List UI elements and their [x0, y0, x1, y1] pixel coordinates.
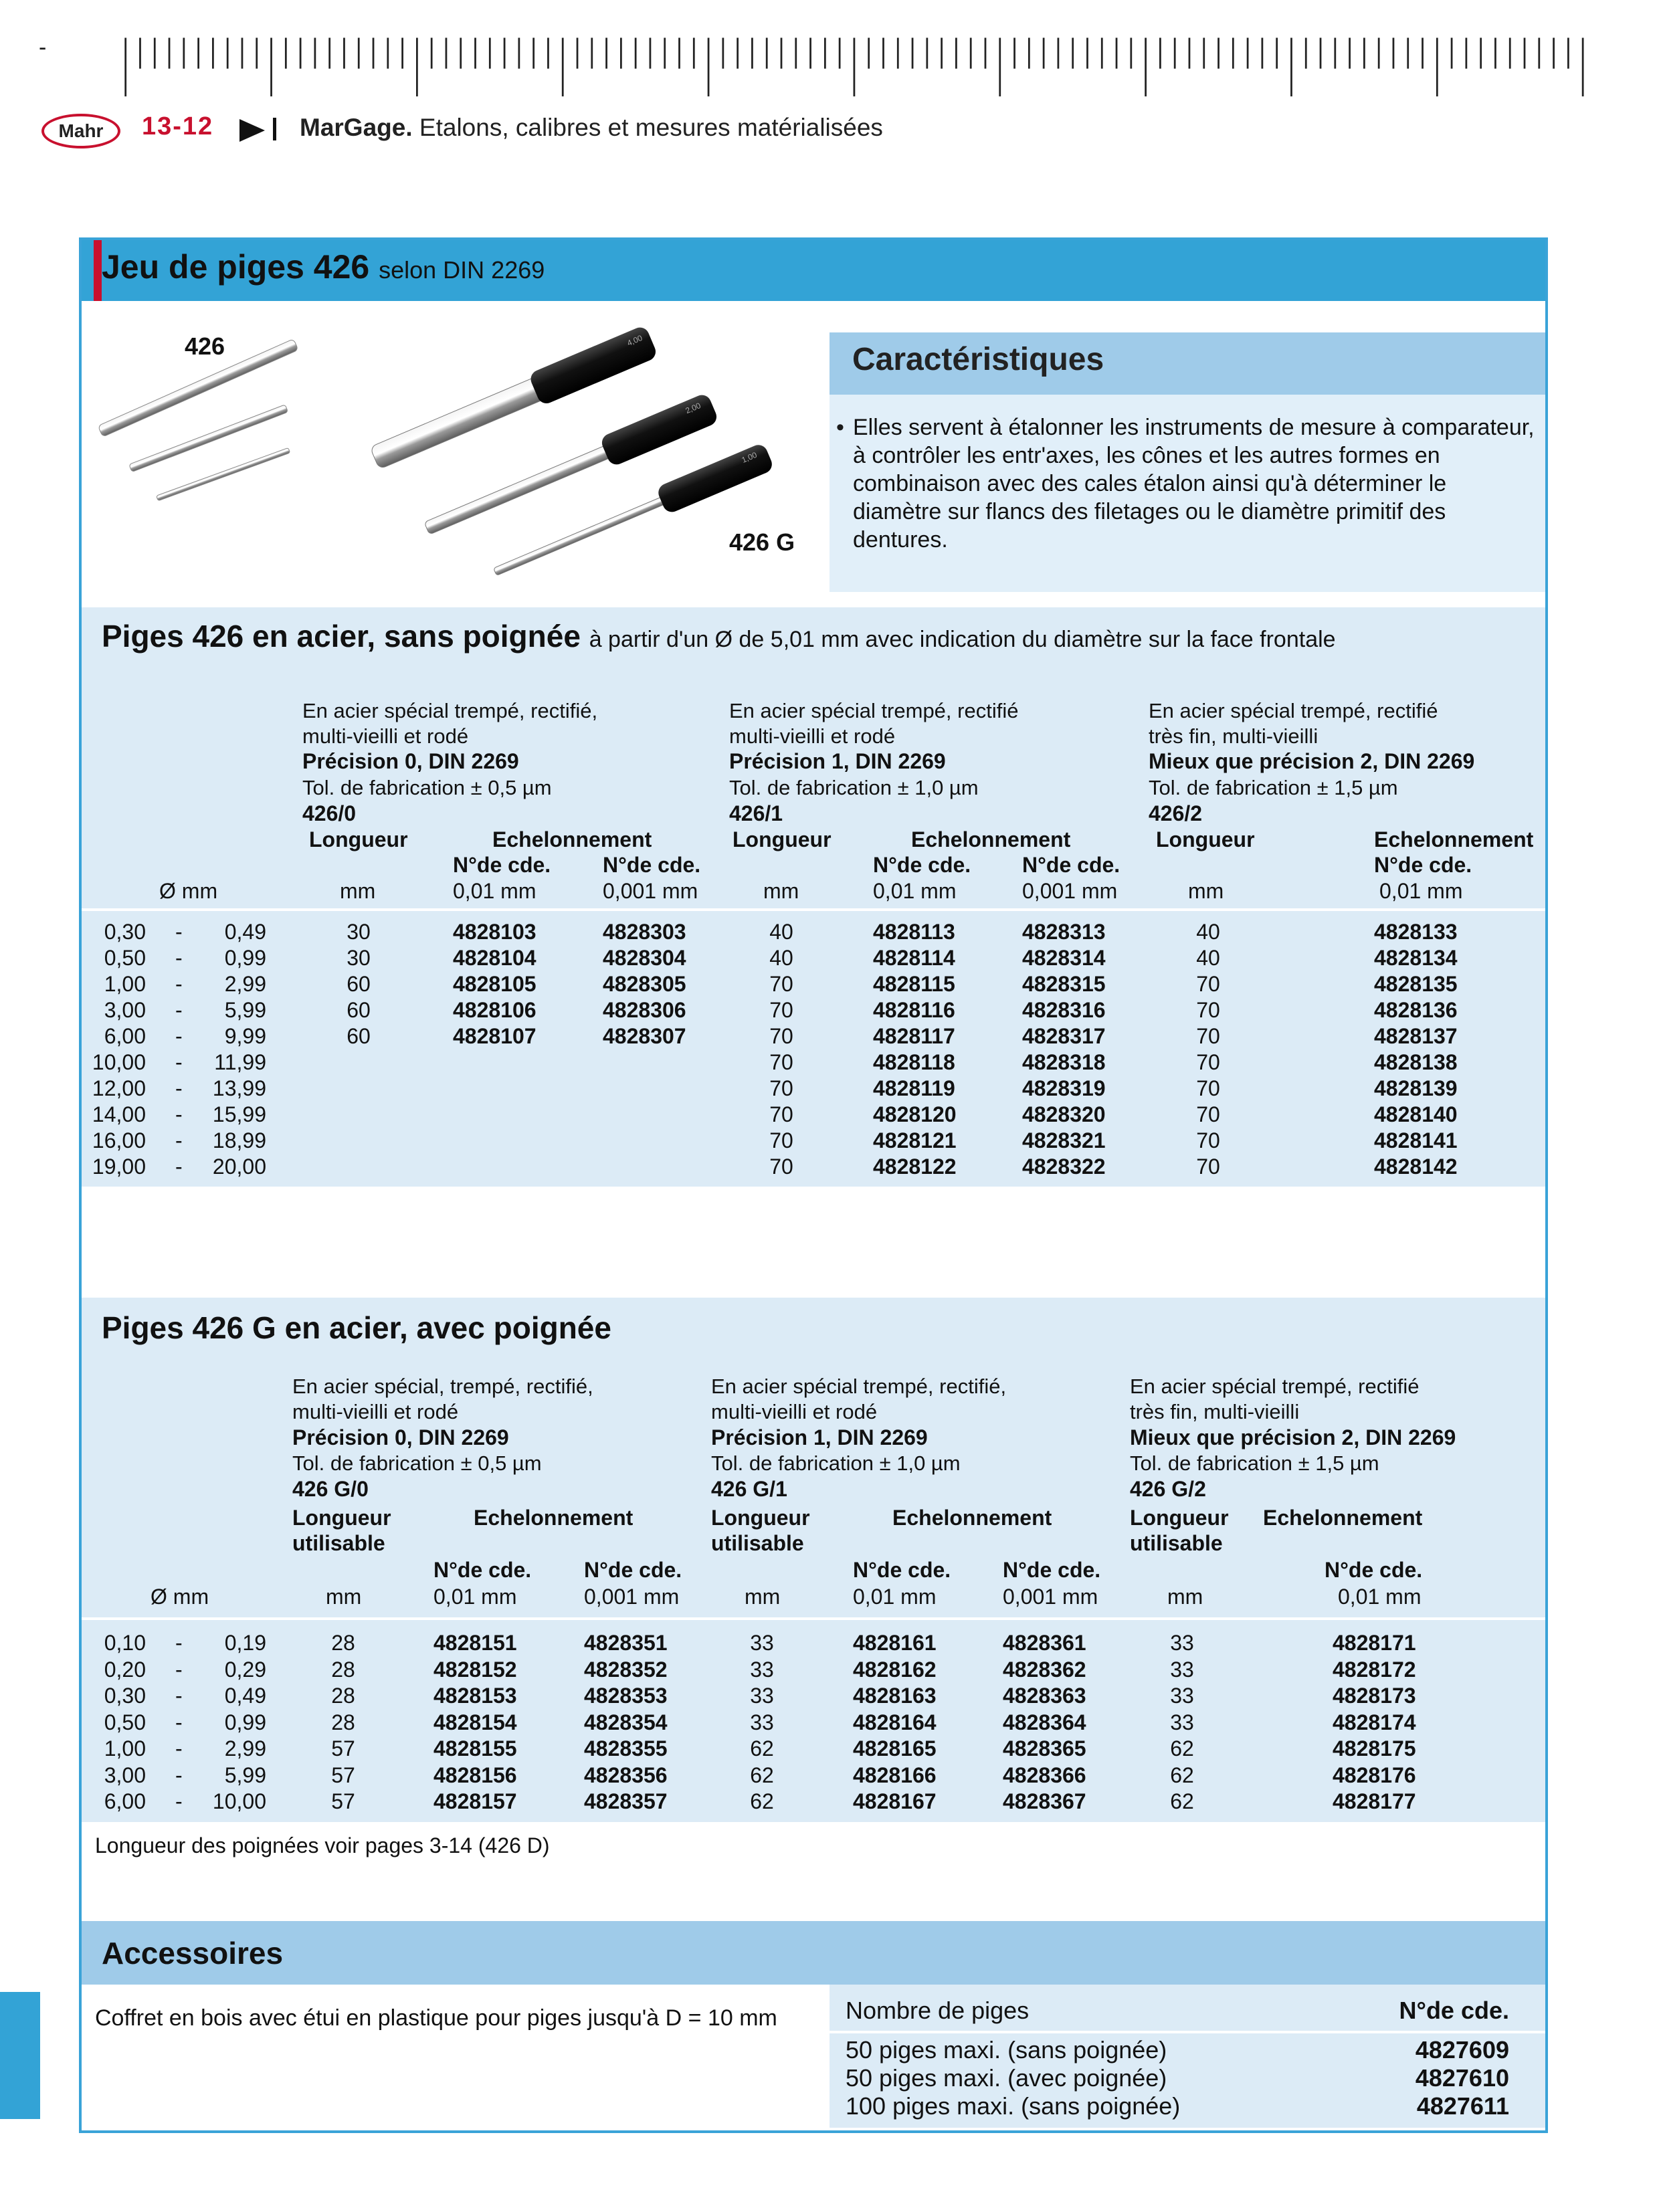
order-no: 4828103: [453, 920, 536, 944]
dia-to: 5,99: [224, 998, 266, 1022]
page-dash: -: [39, 35, 47, 60]
h-step-001: 0,01 mm: [1379, 879, 1463, 903]
order-no: 4828319: [1022, 1076, 1106, 1100]
group-precision: Précision 1, DIN 2269: [711, 1425, 928, 1449]
dia-to: 15,99: [212, 1102, 266, 1126]
group-desc-1: En acier spécial trempé, rectifié,: [711, 1375, 1007, 1398]
order-no: 4828314: [1022, 946, 1106, 970]
length: 33: [1170, 1684, 1194, 1708]
order-no: 4828133: [1374, 920, 1458, 944]
order-no: 4828313: [1022, 920, 1106, 944]
features-text: Elles servent à étalonner les instruments de mesure à comparateur, à contrôler les entr'axes, les cônes et les autres formes en combinaison avec des cales étalon ainsi qu'à déterminer le diamètre sur flancs des filetages ou le diamètre primitif des dentures.: [853, 415, 1535, 552]
length: 70: [1196, 1076, 1220, 1100]
order-no: 4828140: [1374, 1102, 1458, 1126]
group-desc-2: multi-vieilli et rodé: [302, 724, 469, 748]
accessory-code: 4827610: [1415, 2064, 1509, 2092]
group-desc-1: En acier spécial trempé, rectifié: [729, 699, 1019, 722]
h-longueur: Longueur: [292, 1506, 391, 1530]
order-no: 4828171: [1333, 1631, 1416, 1655]
order-no: 4828322: [1022, 1154, 1106, 1179]
h-ncde: N°de cde.: [853, 1558, 951, 1582]
bullet: •: [836, 415, 844, 440]
h-ncde: N°de cde.: [1022, 853, 1120, 877]
group-precision: Mieux que précision 2, DIN 2269: [1130, 1425, 1456, 1449]
dia-to: 0,99: [224, 946, 266, 970]
h-mm: mm: [763, 879, 799, 903]
acc-h-nombre: Nombre de piges: [846, 1997, 1030, 2024]
order-no: 4828164: [853, 1710, 937, 1734]
dia-to: 10,00: [212, 1789, 266, 1813]
group-tolerance: Tol. de fabrication ± 0,5 µm: [302, 776, 552, 799]
order-no: 4828113: [873, 920, 955, 944]
dia-to: 0,99: [224, 1710, 266, 1734]
group-desc-1: En acier spécial trempé, rectifié,: [302, 699, 598, 722]
order-no: 4828120: [873, 1102, 957, 1126]
order-no: 4828307: [603, 1024, 686, 1048]
order-no: 4828166: [853, 1763, 937, 1787]
h-utilisable: utilisable: [292, 1531, 385, 1555]
order-no: 4828161: [853, 1631, 937, 1655]
dia-from: 1,00: [104, 1736, 146, 1761]
group-desc-1: En acier spécial trempé, rectifié: [1130, 1375, 1420, 1398]
group-desc-2: multi-vieilli et rodé: [711, 1400, 878, 1423]
accessories-title: Accessoires: [102, 1936, 284, 1971]
dia-to: 0,49: [224, 1684, 266, 1708]
h-echelonnement: Echelonnement: [1374, 827, 1534, 851]
h-step-001: 0,01 mm: [853, 1585, 937, 1609]
order-no: 4828176: [1333, 1763, 1416, 1787]
h-echelonnement: Echelonnement: [474, 1506, 633, 1530]
length: 70: [769, 1128, 793, 1152]
dash: -: [175, 972, 183, 996]
order-no: 4828355: [584, 1736, 668, 1761]
group-tolerance: Tol. de fabrication ± 1,0 µm: [729, 776, 979, 799]
group-ref: 426/2: [1149, 801, 1203, 825]
dia-from: 0,30: [104, 1684, 146, 1708]
order-no: 4828318: [1022, 1050, 1106, 1074]
box-frame: [79, 237, 1548, 2133]
group-desc-2: très fin, multi-vieilli: [1149, 724, 1319, 748]
order-no: 4828105: [453, 972, 536, 996]
box-title: Jeu de piges 426 selon DIN 2269: [102, 248, 545, 286]
length: 70: [1196, 1102, 1220, 1126]
page-ruler: [0, 25, 1659, 106]
h-ncde: N°de cde.: [584, 1558, 682, 1582]
length: 33: [750, 1710, 774, 1734]
h-ncde: N°de cde.: [1325, 1558, 1423, 1582]
arrow-right-icon: [239, 119, 265, 142]
order-no: 4828174: [1333, 1710, 1416, 1734]
dia-to: 0,19: [224, 1631, 266, 1655]
dia-from: 1,00: [104, 972, 146, 996]
dia-from: 0,50: [104, 1710, 146, 1734]
order-no: 4828304: [603, 946, 686, 970]
h-step-0001: 0,001 mm: [603, 879, 698, 903]
group-tolerance: Tol. de fabrication ± 0,5 µm: [292, 1451, 542, 1475]
order-no: 4828119: [873, 1076, 955, 1100]
group-precision: Mieux que précision 2, DIN 2269: [1149, 749, 1475, 773]
dash: -: [175, 1736, 183, 1761]
group-precision: Précision 0, DIN 2269: [292, 1425, 509, 1449]
length: 70: [1196, 998, 1220, 1022]
h-ncde: N°de cde.: [603, 853, 701, 877]
order-no: 4828122: [873, 1154, 957, 1179]
group-desc-2: multi-vieilli et rodé: [729, 724, 896, 748]
length: 70: [769, 1076, 793, 1100]
dash: -: [175, 1657, 183, 1682]
order-no: 4828363: [1003, 1684, 1086, 1708]
order-no: 4828116: [873, 998, 955, 1022]
length: 70: [1196, 1024, 1220, 1048]
page-number: 13-12: [142, 112, 214, 140]
length: 62: [750, 1763, 774, 1787]
h-mm: mm: [340, 879, 376, 903]
order-no: 4828115: [873, 972, 955, 996]
length: 33: [750, 1631, 774, 1655]
dia-from: 0,30: [104, 920, 146, 944]
order-no: 4828365: [1003, 1736, 1086, 1761]
h-step-0001: 0,001 mm: [1022, 879, 1118, 903]
order-no: 4828106: [453, 998, 536, 1022]
h-ncde: N°de cde.: [1374, 853, 1472, 877]
order-no: 4828367: [1003, 1789, 1086, 1813]
dash: -: [175, 1024, 183, 1048]
length: 33: [750, 1684, 774, 1708]
order-no: 4828114: [873, 946, 955, 970]
order-no: 4828316: [1022, 998, 1106, 1022]
dash: -: [175, 1789, 183, 1813]
group-ref: 426/0: [302, 801, 357, 825]
order-no: 4828362: [1003, 1657, 1086, 1682]
length: 30: [347, 920, 371, 944]
group-tolerance: Tol. de fabrication ± 1,5 µm: [1149, 776, 1398, 799]
order-no: 4828177: [1333, 1789, 1416, 1813]
order-no: 4828134: [1374, 946, 1458, 970]
dia-from: 10,00: [92, 1050, 146, 1074]
mahr-logo: Mahr: [41, 114, 120, 148]
group-ref: 426 G/1: [711, 1477, 787, 1501]
h-mm: mm: [1167, 1585, 1203, 1609]
order-no: 4828104: [453, 946, 536, 970]
length: 70: [1196, 1128, 1220, 1152]
order-no: 4828353: [584, 1684, 668, 1708]
group-ref: 426 G/2: [1130, 1477, 1206, 1501]
dia-from: 0,20: [104, 1657, 146, 1682]
order-no: 4828173: [1333, 1684, 1416, 1708]
dia-from: 19,00: [92, 1154, 146, 1179]
h-longueur: Longueur: [711, 1506, 810, 1530]
dia-to: 2,99: [224, 972, 266, 996]
length: 70: [769, 1102, 793, 1126]
order-no: 4828352: [584, 1657, 668, 1682]
accessories-desc: Coffret en bois avec étui en plastique pour piges jusqu'à D = 10 mm: [95, 2005, 777, 2031]
order-no: 4828303: [603, 920, 686, 944]
length: 62: [750, 1789, 774, 1813]
dia-from: 16,00: [92, 1128, 146, 1152]
h-step-0001: 0,001 mm: [584, 1585, 680, 1609]
group-desc-1: En acier spécial trempé, rectifié: [1149, 699, 1438, 722]
order-no: 4828361: [1003, 1631, 1086, 1655]
h-step-0001: 0,001 mm: [1003, 1585, 1098, 1609]
group-tolerance: Tol. de fabrication ± 1,5 µm: [1130, 1451, 1379, 1475]
order-no: 4828135: [1374, 972, 1458, 996]
length: 28: [331, 1631, 355, 1655]
length: 62: [750, 1736, 774, 1761]
length: 33: [1170, 1710, 1194, 1734]
length: 60: [347, 972, 371, 996]
length: 28: [331, 1684, 355, 1708]
group-ref: 426/1: [729, 801, 783, 825]
order-no: 4828315: [1022, 972, 1106, 996]
dash: -: [175, 1050, 183, 1074]
label-426g: 426 G: [729, 528, 795, 556]
order-no: 4828320: [1022, 1102, 1106, 1126]
length: 33: [750, 1657, 774, 1682]
order-no: 4828162: [853, 1657, 937, 1682]
order-no: 4828167: [853, 1789, 937, 1813]
svg-text:2,00: 2,00: [684, 401, 702, 416]
length: 60: [347, 998, 371, 1022]
h-echelonnement: Echelonnement: [492, 827, 652, 851]
group-desc-2: multi-vieilli et rodé: [292, 1400, 459, 1423]
svg-text:1,00: 1,00: [740, 449, 759, 465]
order-no: 4828137: [1374, 1024, 1458, 1048]
acc-h-ncde: N°de cde.: [1399, 1997, 1509, 2024]
h-step-001: 0,01 mm: [433, 1585, 517, 1609]
accessory-code: 4827611: [1416, 2092, 1509, 2120]
order-no: 4828157: [433, 1789, 517, 1813]
h-ncde: N°de cde.: [873, 853, 971, 877]
handle-note: Longueur des poignées voir pages 3-14 (426 D): [95, 1833, 550, 1857]
dia-from: 0,10: [104, 1631, 146, 1655]
h-ncde: N°de cde.: [453, 853, 551, 877]
length: 70: [769, 1154, 793, 1179]
order-no: 4828155: [433, 1736, 517, 1761]
order-no: 4828138: [1374, 1050, 1458, 1074]
h-echelonnement: Echelonnement: [1263, 1506, 1423, 1530]
order-no: 4828351: [584, 1631, 668, 1655]
length: 33: [1170, 1657, 1194, 1682]
order-no: 4828321: [1022, 1128, 1106, 1152]
h-longueur: Longueur: [1130, 1506, 1229, 1530]
group-ref: 426 G/0: [292, 1477, 369, 1501]
length: 40: [1196, 920, 1220, 944]
h-longueur: Longueur: [1156, 827, 1255, 851]
dia-from: 0,50: [104, 946, 146, 970]
dia-from: 3,00: [104, 1763, 146, 1787]
length: 57: [331, 1736, 355, 1761]
dash: -: [175, 1128, 183, 1152]
order-no: 4828357: [584, 1789, 668, 1813]
order-no: 4828107: [453, 1024, 536, 1048]
order-no: 4828317: [1022, 1024, 1106, 1048]
length: 62: [1170, 1736, 1194, 1761]
accessory-label: 50 piges maxi. (avec poignée): [846, 2064, 1167, 2092]
dia-to: 9,99: [224, 1024, 266, 1048]
order-no: 4828117: [873, 1024, 955, 1048]
accessory-label: 100 piges maxi. (sans poignée): [846, 2092, 1181, 2120]
side-tab: [0, 1992, 40, 2119]
length: 70: [1196, 972, 1220, 996]
dia-from: 3,00: [104, 998, 146, 1022]
h-utilisable: utilisable: [1130, 1531, 1223, 1555]
order-no: 4828118: [873, 1050, 955, 1074]
order-no: 4828136: [1374, 998, 1458, 1022]
group-desc-1: En acier spécial, trempé, rectifié,: [292, 1375, 593, 1398]
h-echelonnement: Echelonnement: [911, 827, 1071, 851]
dash: -: [175, 1076, 183, 1100]
order-no: 4828356: [584, 1763, 668, 1787]
accessory-label: 50 piges maxi. (sans poignée): [846, 2036, 1167, 2064]
h-longueur: Longueur: [733, 827, 832, 851]
section2-title: Piges 426 G en acier, avec poignée: [102, 1310, 611, 1345]
h-echelonnement: Echelonnement: [892, 1506, 1052, 1530]
dash: -: [175, 1154, 183, 1179]
svg-text:4,00: 4,00: [625, 333, 644, 348]
order-no: 4828366: [1003, 1763, 1086, 1787]
divider-bar: [273, 118, 276, 140]
order-no: 4828139: [1374, 1076, 1458, 1100]
dia-to: 0,29: [224, 1657, 266, 1682]
dia-to: 11,99: [214, 1050, 266, 1074]
h-ncde: N°de cde.: [1003, 1558, 1101, 1582]
h-utilisable: utilisable: [711, 1531, 804, 1555]
group-precision: Précision 1, DIN 2269: [729, 749, 946, 773]
order-no: 4828172: [1333, 1657, 1416, 1682]
order-no: 4828165: [853, 1736, 937, 1761]
h-diameter: Ø mm: [159, 879, 218, 903]
dash: -: [175, 1102, 183, 1126]
h-mm: mm: [745, 1585, 781, 1609]
dia-from: 12,00: [92, 1076, 146, 1100]
brand: MarGage.: [300, 114, 413, 141]
length: 70: [769, 1050, 793, 1074]
length: 70: [1196, 1050, 1220, 1074]
dia-to: 5,99: [224, 1763, 266, 1787]
dash: -: [175, 1710, 183, 1734]
order-no: 4828121: [873, 1128, 957, 1152]
length: 70: [769, 998, 793, 1022]
h-longueur: Longueur: [309, 827, 408, 851]
length: 57: [331, 1789, 355, 1813]
length: 70: [1196, 1154, 1220, 1179]
order-no: 4828305: [603, 972, 686, 996]
length: 40: [769, 920, 793, 944]
group-precision: Précision 0, DIN 2269: [302, 749, 519, 773]
order-no: 4828142: [1374, 1154, 1458, 1179]
dia-to: 0,49: [224, 920, 266, 944]
h-mm: mm: [326, 1585, 362, 1609]
order-no: 4828153: [433, 1684, 517, 1708]
dia-to: 13,99: [212, 1076, 266, 1100]
order-no: 4828141: [1374, 1128, 1458, 1152]
dia-to: 20,00: [212, 1154, 266, 1179]
dia-from: 6,00: [104, 1789, 146, 1813]
dia-to: 18,99: [212, 1128, 266, 1152]
length: 70: [769, 1024, 793, 1048]
dash: -: [175, 920, 183, 944]
length: 28: [331, 1657, 355, 1682]
group-tolerance: Tol. de fabrication ± 1,0 µm: [711, 1451, 961, 1475]
dia-from: 14,00: [92, 1102, 146, 1126]
header-subtitle: Etalons, calibres et mesures matérialisées: [419, 114, 883, 141]
h-diameter: Ø mm: [151, 1585, 209, 1609]
accessory-code: 4827609: [1415, 2036, 1509, 2064]
h-ncde: N°de cde.: [433, 1558, 532, 1582]
dash: -: [175, 1763, 183, 1787]
order-no: 4828163: [853, 1684, 937, 1708]
h-step-001: 0,01 mm: [453, 879, 536, 903]
length: 28: [331, 1710, 355, 1734]
dash: -: [175, 1631, 183, 1655]
length: 60: [347, 1024, 371, 1048]
order-no: 4828152: [433, 1657, 517, 1682]
dia-from: 6,00: [104, 1024, 146, 1048]
features-title: Caractéristiques: [852, 342, 1104, 377]
dash: -: [175, 1684, 183, 1708]
dash: -: [175, 946, 183, 970]
dia-to: 2,99: [224, 1736, 266, 1761]
length: 62: [1170, 1763, 1194, 1787]
order-no: 4828154: [433, 1710, 517, 1734]
h-mm: mm: [1188, 879, 1224, 903]
order-no: 4828364: [1003, 1710, 1086, 1734]
label-426: 426: [185, 332, 225, 360]
h-step-001: 0,01 mm: [873, 879, 957, 903]
length: 33: [1170, 1631, 1194, 1655]
order-no: 4828306: [603, 998, 686, 1022]
length: 57: [331, 1763, 355, 1787]
dash: -: [175, 998, 183, 1022]
length: 30: [347, 946, 371, 970]
order-no: 4828354: [584, 1710, 668, 1734]
section1-title: Piges 426 en acier, sans poignée à partir d'un Ø de 5,01 mm avec indication du diamètre sur la face frontale: [102, 619, 1336, 653]
order-no: 4828151: [433, 1631, 517, 1655]
order-no: 4828156: [433, 1763, 517, 1787]
length: 40: [1196, 946, 1220, 970]
length: 40: [769, 946, 793, 970]
order-no: 4828175: [1333, 1736, 1416, 1761]
h-step-001: 0,01 mm: [1338, 1585, 1422, 1609]
group-desc-2: très fin, multi-vieilli: [1130, 1400, 1300, 1423]
length: 62: [1170, 1789, 1194, 1813]
header-title: [300, 114, 883, 142]
length: 70: [769, 972, 793, 996]
